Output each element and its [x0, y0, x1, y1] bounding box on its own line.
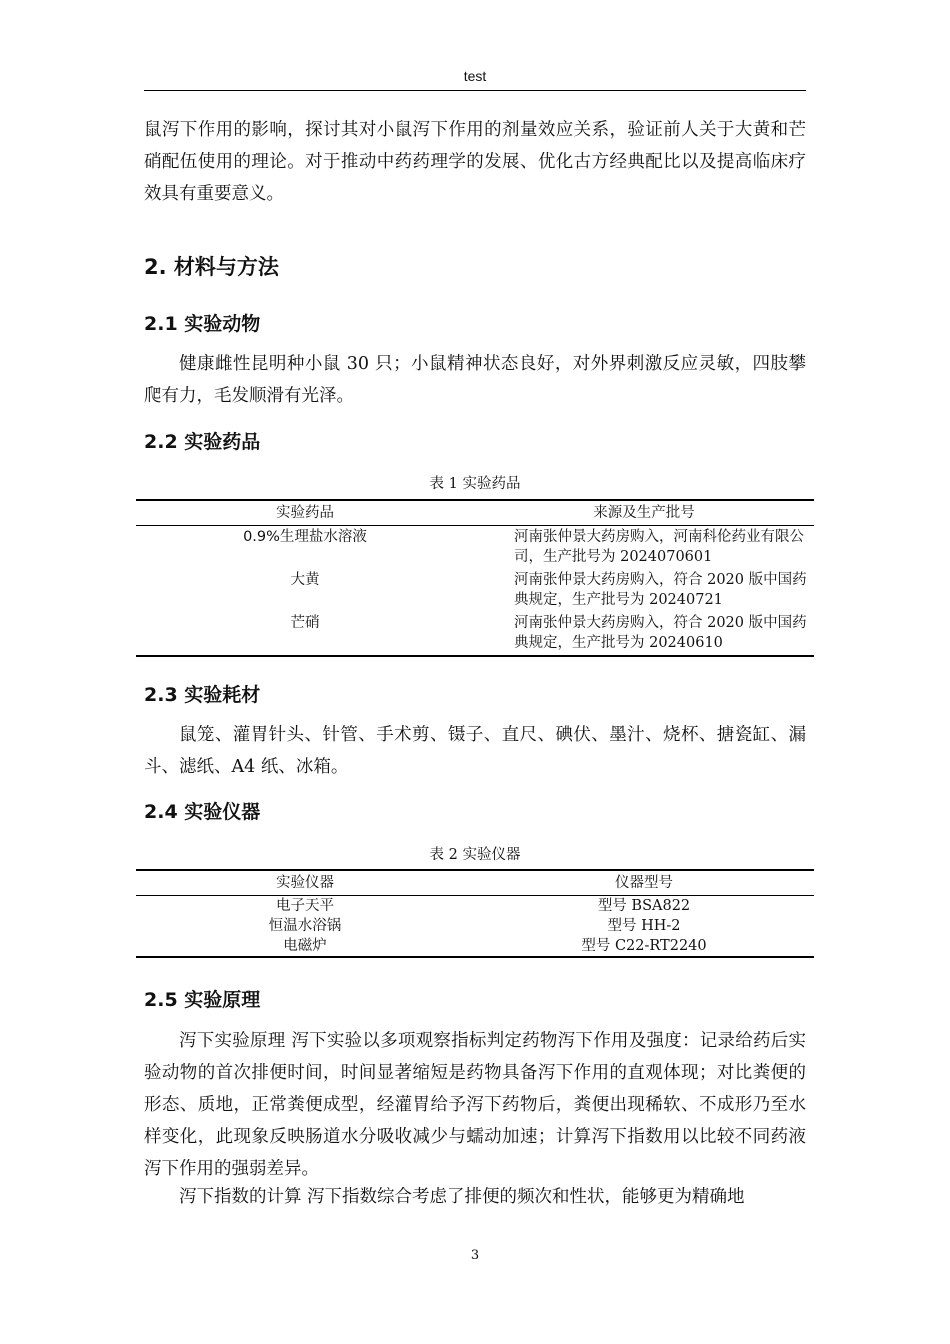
animals-paragraph: 健康雌性昆明种小鼠 30 只；小鼠精神状态良好，对外界刺激反应灵敏，四肢攀爬有力，毛发顺滑有光泽。 — [144, 354, 806, 406]
table-header-row — [136, 870, 814, 896]
table-row — [136, 896, 814, 917]
table-row — [136, 569, 814, 612]
drug-name-cell: 0.9%生理盐水溶液 — [243, 529, 367, 545]
table-row — [136, 936, 814, 957]
instruments-table — [136, 869, 814, 958]
table-header-cell: 来源及生产批号 — [474, 500, 814, 526]
subsection-heading-instruments: 2.4 实验仪器 — [144, 801, 261, 823]
header-rule — [144, 90, 806, 91]
consumables-paragraph: 鼠笼、灌胃针头、针管、手术剪、镊子、直尺、碘伏、墨汁、烧杯、搪瓷缸、漏斗、滤纸、A4 纸、冰箱。 — [144, 725, 806, 777]
table-header-cell: 仪器型号 — [474, 870, 814, 896]
drug-source-cell: 河南张仲景大药房购入，符合 2020 版中国药典规定，生产批号为 20240721 — [514, 572, 807, 608]
table-row — [136, 612, 814, 656]
table-header-cell: 实验仪器 — [136, 870, 474, 896]
instrument-model-cell: 型号 C22-RT2240 — [474, 936, 814, 957]
section-heading-materials-methods: 2. 材料与方法 — [144, 255, 279, 279]
table2-caption: 表 2 实验仪器 — [429, 847, 521, 863]
table1-caption: 表 1 实验药品 — [429, 476, 521, 492]
subsection-heading-drugs: 2.2 实验药品 — [144, 431, 261, 453]
subsection-heading-principle: 2.5 实验原理 — [144, 989, 261, 1011]
drug-name-cell: 大黄 — [290, 572, 320, 588]
intro-paragraph: 鼠泻下作用的影响，探讨其对小鼠泻下作用的剂量效应关系，验证前人关于大黄和芒硝配伍使用的理论。对于推动中药药理学的发展、优化古方经典配比以及提高临床疗效具有重要意义。 — [144, 120, 806, 204]
principle-paragraph-1: 泻下实验原理 泻下实验以多项观察指标判定药物泻下作用及强度：记录给药后实验动物的首次排便时间，时间显著缩短是药物具备泻下作用的直观体现；对比粪便的形态、质地，正常粪便成型，经灌胃给予泻下药物后，粪便出现稀软、不成形乃至水样变化，此现象反映肠道水分吸收减少与蠕动加速；计算泻下指数用以比较不同药液泻下作用的强弱差异。 — [144, 1031, 806, 1179]
instrument-name-cell: 恒温水浴锅 — [268, 918, 342, 934]
drug-source-cell: 河南张仲景大药房购入，符合 2020 版中国药典规定，生产批号为 20240610 — [474, 612, 814, 656]
table-header-row — [136, 500, 814, 526]
page-number: 3 — [470, 1248, 480, 1263]
drug-name-cell: 芒硝 — [136, 612, 474, 656]
subsection-heading-consumables: 2.3 实验耗材 — [144, 684, 261, 706]
principle-paragraph-2: 泻下指数的计算 泻下指数综合考虑了排便的频次和性状，能够更为精确地 — [179, 1187, 745, 1207]
table-header-cell: 实验药品 — [136, 500, 474, 526]
page-header-title: test — [463, 68, 487, 84]
table-row — [136, 526, 814, 570]
instrument-name-cell: 电子天平 — [276, 898, 334, 914]
drug-source-cell: 河南张仲景大药房购入，河南科伦药业有限公司，生产批号为 2024070601 — [514, 529, 804, 565]
drugs-table — [136, 499, 814, 657]
table-row — [136, 916, 814, 936]
subsection-heading-animals: 2.1 实验动物 — [144, 313, 261, 335]
instrument-model-cell: 型号 HH-2 — [607, 918, 681, 934]
instrument-model-cell: 型号 BSA822 — [597, 898, 691, 914]
instrument-name-cell: 电磁炉 — [136, 936, 474, 957]
